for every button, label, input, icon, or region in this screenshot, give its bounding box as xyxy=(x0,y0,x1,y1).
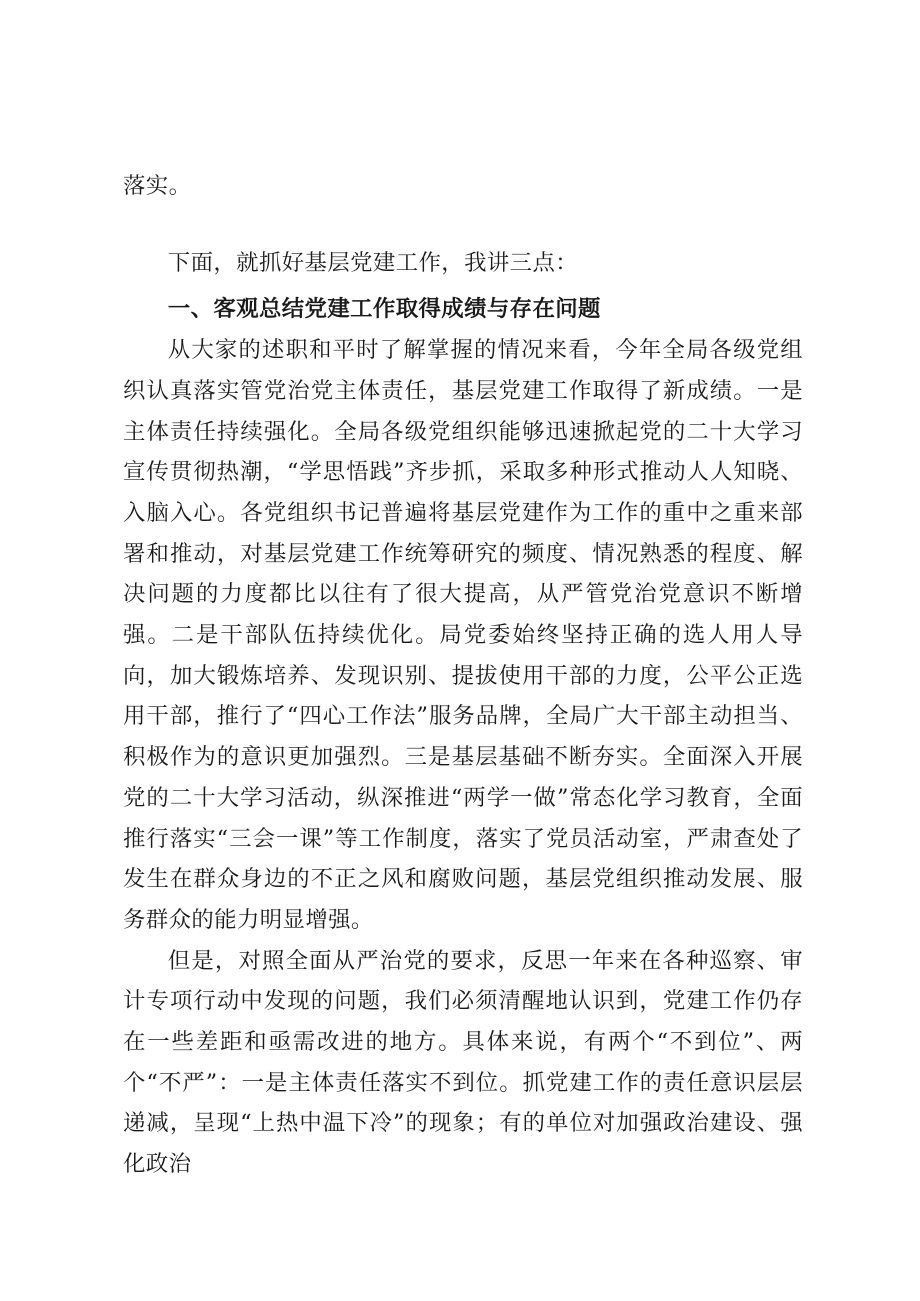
document-body xyxy=(123,166,803,1185)
paragraph-continuation: 落实。 xyxy=(123,173,192,199)
paragraph-intro: 下面，就抓好基层党建工作，我讲三点： xyxy=(167,249,579,276)
paragraph-problems: 但是，对照全面从严治党的要求，反思一年来在各种巡察、审计专项行动中发现的问题，我们必须清醒地认识到，党建工作仍存在一些差距和亟需改进的地方。具体来说，有两个“不到位”、两个“不严”：一是主体责任落实不到位。抓党建工作的责任意识层层递减，呈现“上热中温下冷”的现象；有的单位对加强政治建设、强化政治 xyxy=(123,947,803,1178)
paragraph-achievements: 从大家的述职和平时了解掌握的情况来看，今年全局各级党组织认真落实管党治党主体责任，基层党建工作取得了新成绩。一是主体责任持续强化。全局各级党组织能够迅速掀起党的二十大学习宣传贯彻热潮，“学思悟践”齐步抓，采取多种形式推动人人知晓、入脑入心。各党组织书记普遍将基层党建作为工作的重中之重来部署和推动，对基层党建工作统筹研究的频度、情况熟悉的程度、解决问题的力度都比以往有了很大提高，从严管党治党意识不断增强。二是干部队伍持续优化。局党委始终坚持正确的选人用人导向，加大锻炼培养、发现识别、提拔使用干部的力度，公平公正选用干部，推行了“四心工作法”服务品牌，全局广大干部主动担当、积极作为的意识更加强烈。三是基层基础不断夯实。全面深入开展党的二十大学习活动，纵深推进“两学一做”常态化学习教育，全面推行落实“三会一课”等工作制度，落实了党员活动室，严肃查处了发生在群众身边的不正之风和腐败问题，基层党组织推动发展、服务群众的能力明显增强。 xyxy=(123,337,803,933)
section-heading: 一、客观总结党建工作取得成绩与存在问题 xyxy=(167,296,601,323)
